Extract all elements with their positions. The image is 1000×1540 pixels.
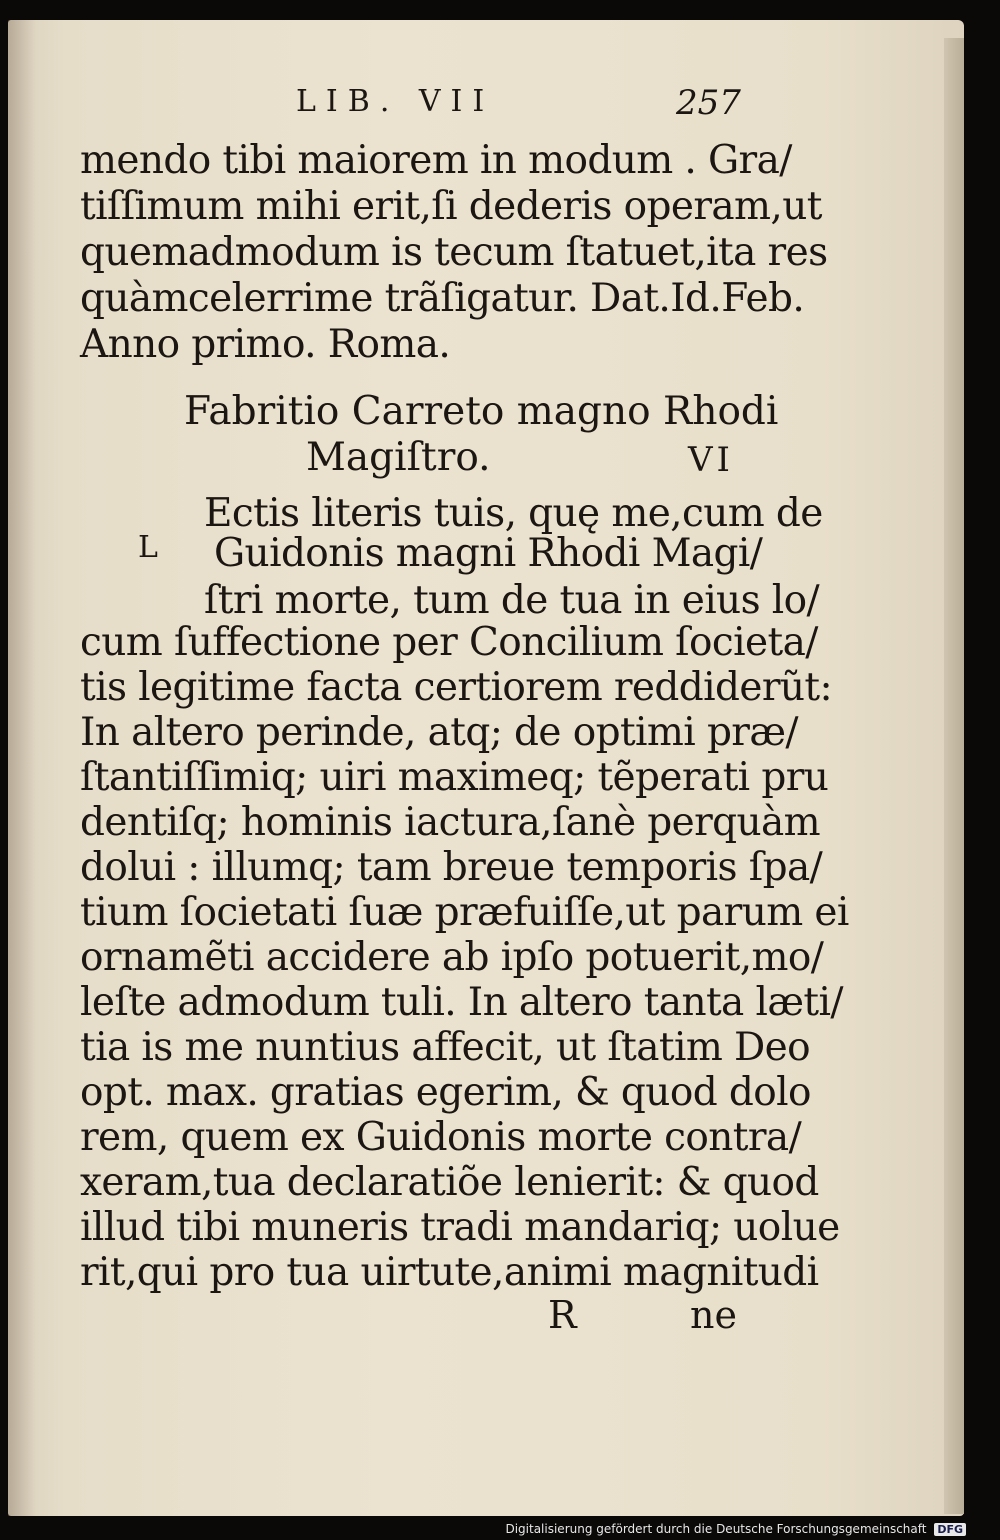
text-line: illud tibi muneris tradi mandariq; uolue — [80, 1205, 840, 1250]
text-line: leſte admodum tuli. In altero tanta læti/ — [80, 980, 843, 1025]
page-edge — [944, 38, 964, 1514]
letter-number: VI — [688, 440, 734, 480]
text-line: xeram,tua declaratiõe lenierit: & quod — [80, 1160, 819, 1205]
running-title: LIB. VII — [296, 84, 495, 119]
initial-letter: L — [138, 530, 158, 565]
letter-heading-line1: Fabritio Carreto magno Rhodi — [184, 389, 779, 434]
text-line: tium ſocietati ſuæ præfuiſſe,ut parum ei — [80, 890, 849, 935]
signature-mark: R — [548, 1293, 577, 1337]
text-line: ornamẽti accidere ab ipſo potuerit,mo/ — [80, 935, 824, 980]
text-line: tia is me nuntius affecit, ut ſtatim Deo — [80, 1025, 811, 1070]
digitization-credit — [505, 1522, 966, 1536]
text-line: opt. max. gratias egerim, & quod dolo — [80, 1070, 811, 1115]
dfg-logo: DFG — [934, 1523, 966, 1536]
gutter-shadow — [8, 20, 36, 1516]
text-line: quàmcelerrime trãſigatur. Dat.Id.Feb. — [80, 276, 805, 321]
text-line: ſtri morte, tum de tua in eius lo/ — [204, 578, 820, 623]
text-line: Anno primo. Roma. — [80, 322, 451, 367]
text-line: dentiſq; hominis iactura,ſanè perquàm — [80, 800, 821, 845]
page-number: 257 — [676, 83, 741, 123]
text-line: quemadmodum is tecum ſtatuet,ita res — [80, 230, 828, 275]
text-line: ſtantiſſimiq; uiri maximeq; tẽperati pru — [80, 755, 829, 800]
text-line: tiſſimum mihi erit,ſi dederis operam,ut — [80, 184, 822, 229]
text-line: Guidonis magni Rhodi Magi/ — [214, 531, 763, 576]
text-line: rem, quem ex Guidonis morte contra/ — [80, 1115, 802, 1160]
digitization-note: Digitalisierung gefördert durch die Deutsche Forschungsgemeinschaft — [505, 1522, 927, 1536]
text-line: dolui : illumq; tam breue temporis ſpa/ — [80, 845, 823, 890]
text-line: cum ſuffectione per Concilium ſocieta/ — [80, 620, 818, 665]
text-line: Ectis literis tuis, quę me,cum de — [204, 491, 823, 536]
text-line: tis legitime facta certiorem reddiderũt: — [80, 665, 833, 710]
catchword: ne — [690, 1293, 737, 1337]
letter-heading-line2: Magiſtro. — [306, 435, 491, 480]
text-line: mendo tibi maiorem in modum . Gra/ — [80, 138, 792, 183]
text-line: In altero perinde, atq; de optimi præ/ — [80, 710, 798, 755]
text-line: rit,qui pro tua uirtute,animi magnitudi — [80, 1250, 819, 1295]
